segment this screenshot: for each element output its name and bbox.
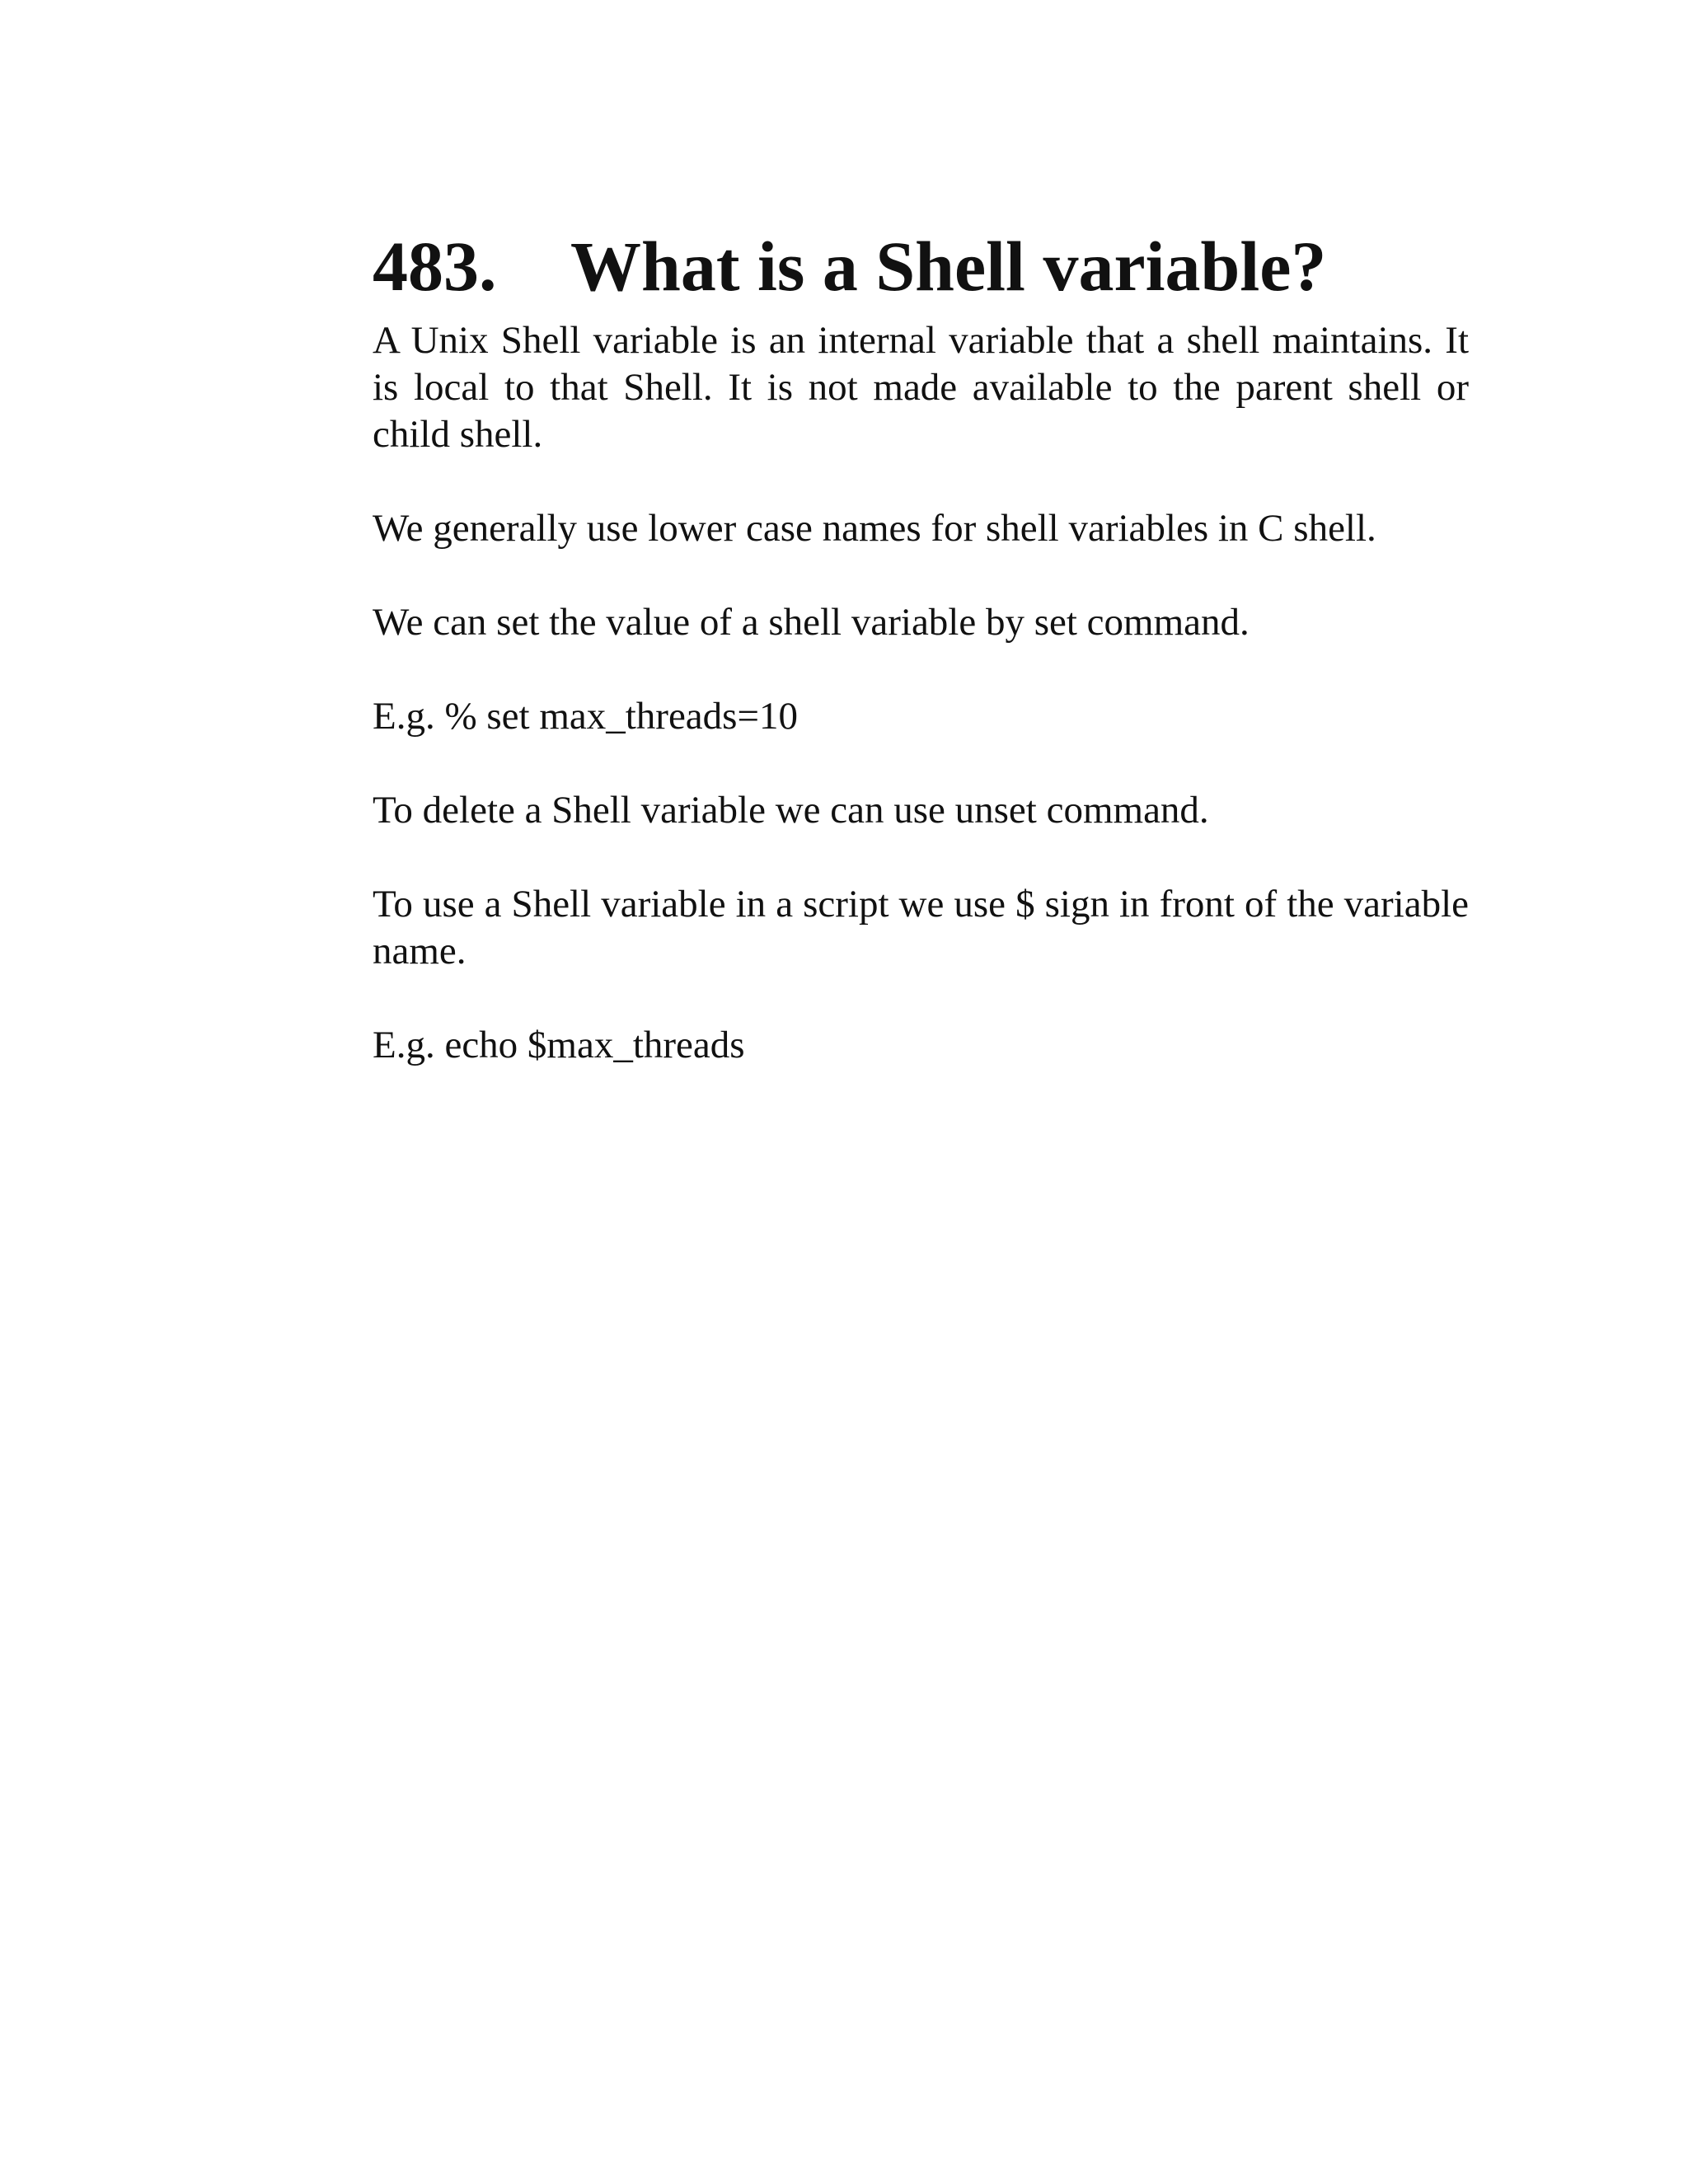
paragraph-unset-command: To delete a Shell variable we can use unset command. (373, 788, 1209, 832)
question-number: 483. (373, 227, 497, 306)
paragraph-definition: A Unix Shell variable is an internal variable that a shell maintains. It is local to that Shell. It is not made available to the parent shell or child shell. (373, 318, 1469, 456)
paragraph-set-command: We can set the value of a shell variable by set command. (373, 600, 1250, 644)
paragraph-naming-convention: We generally use lower case names for shell variables in C shell. (373, 506, 1376, 550)
question-heading (373, 227, 1469, 306)
paragraph-usage: To use a Shell variable in a script we use $ sign in front of the variable name. (373, 882, 1469, 972)
question-title: What is a Shell variable? (570, 227, 1327, 306)
page-content (373, 227, 1469, 1069)
paragraph-echo-example: E.g. echo $max_threads (373, 1023, 745, 1066)
paragraph-set-example: E.g. % set max_threads=10 (373, 694, 798, 738)
